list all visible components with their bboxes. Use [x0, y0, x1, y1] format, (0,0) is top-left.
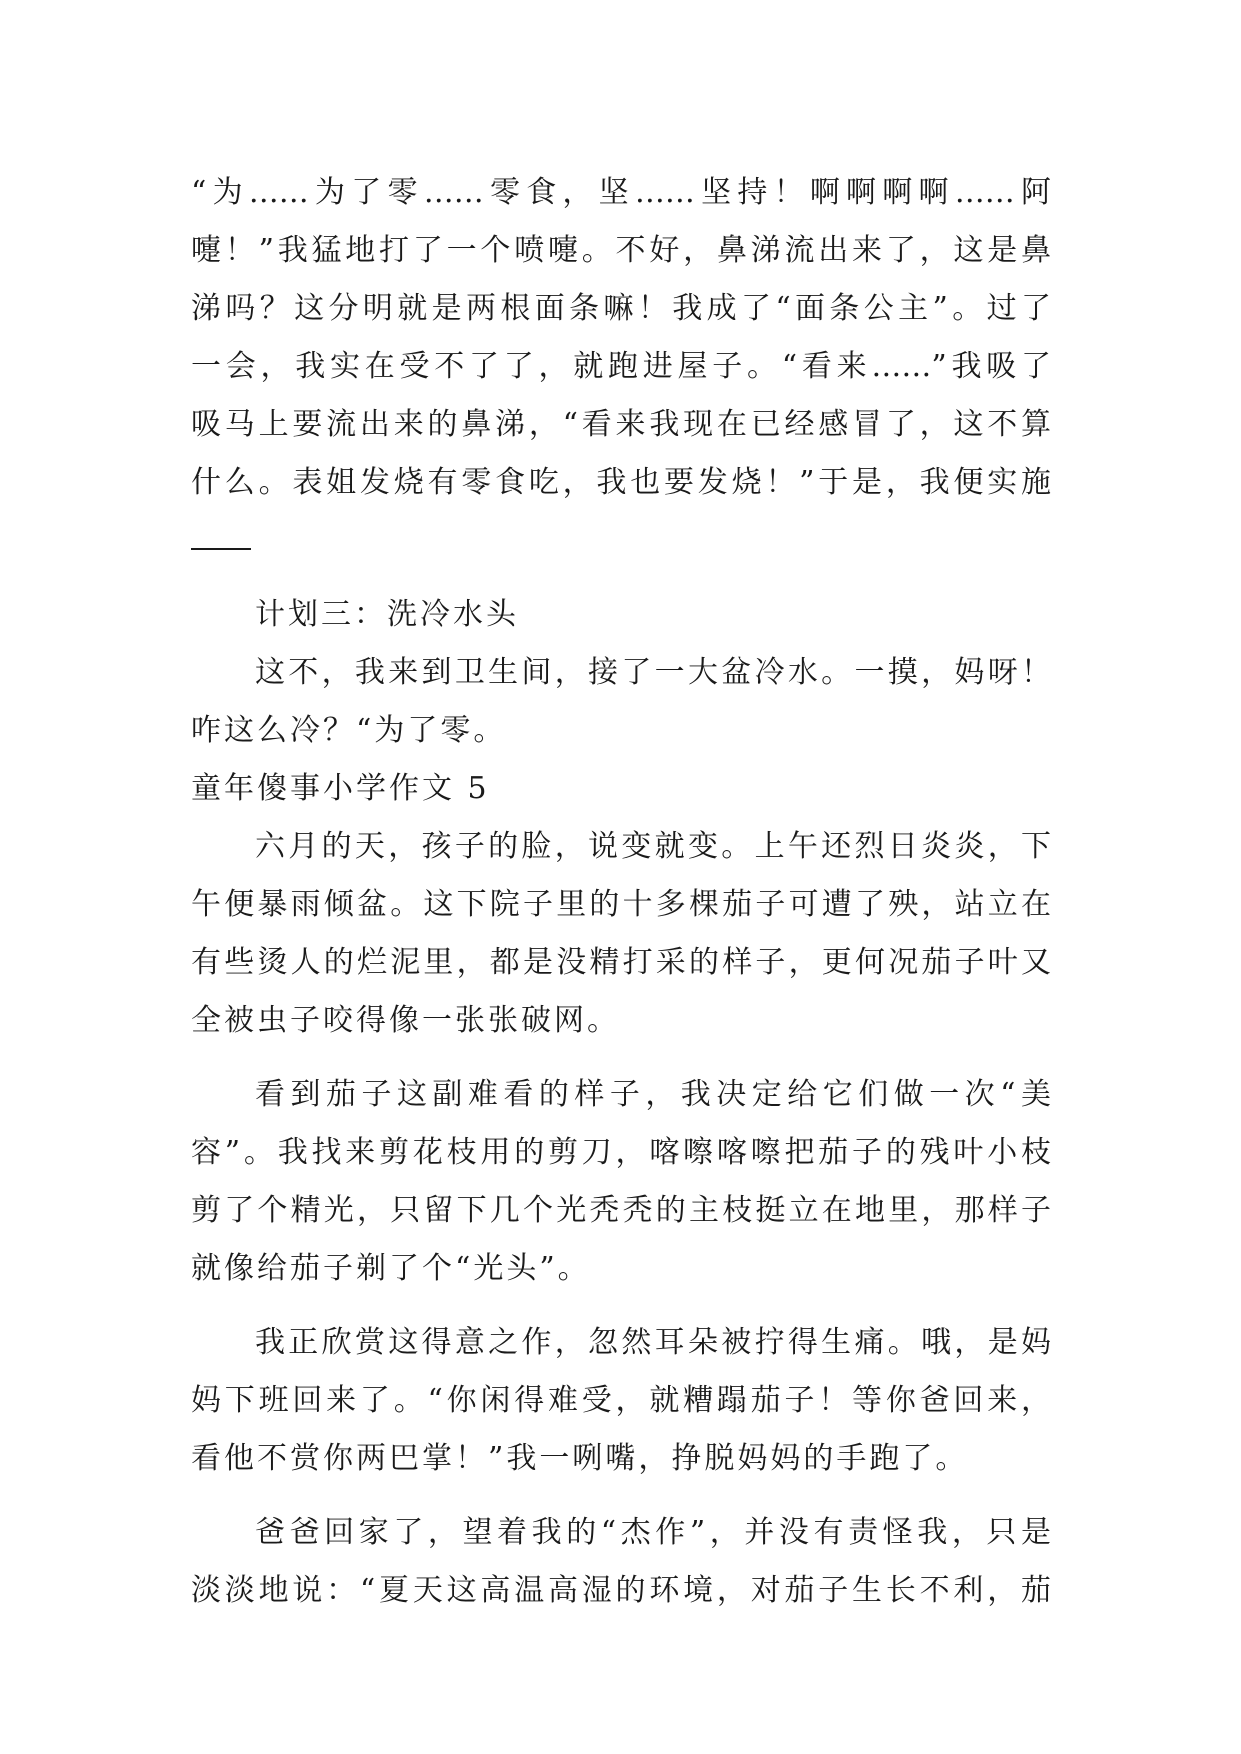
text-line: 吸马上要流出来的鼻涕，“看来我现在已经感冒了，这不算 — [191, 407, 1051, 442]
paragraph-6 — [191, 1504, 1051, 1620]
text-line: 这不，我来到卫生间，接了一大盆冷水。一摸，妈呀！ — [255, 655, 1051, 690]
text-line: 有些烫人的烂泥里，都是没精打采的样子，更何况茄子叶又 — [191, 945, 1051, 980]
em-dash-line — [191, 512, 1051, 570]
text-line: 什么。表姐发烧有零食吃，我也要发烧！”于是，我便实施 — [191, 465, 1051, 500]
text-line: 剪了个精光，只留下几个光秃秃的主枝挺立在地里，那样子 — [191, 1193, 1051, 1228]
paragraph-1 — [191, 164, 1051, 570]
text-line: 妈下班回来了。“你闲得难受，就糟蹋茄子！等你爸回来， — [191, 1383, 1051, 1418]
em-dash — [191, 548, 251, 550]
text-line: 看他不赏你两巴掌！”我一咧嘴，挣脱妈妈的手跑了。 — [191, 1441, 969, 1476]
text-line: 看到茄子这副难看的样子，我决定给它们做一次“美 — [255, 1077, 1051, 1112]
text-line: 淡淡地说：“夏天这高温高湿的环境，对茄子生长不利，茄 — [191, 1573, 1051, 1608]
text-line: 爸爸回家了，望着我的“杰作”，并没有责怪我，只是 — [255, 1515, 1051, 1550]
text-line: 就像给茄子剃了个“光头”。 — [191, 1251, 591, 1286]
essay-title: 童年傻事小学作文 5 — [191, 771, 490, 806]
text-line: “为……为了零……零食，坚……坚持！啊啊啊啊……阿 — [191, 175, 1051, 210]
text-line: 容”。我找来剪花枝用的剪刀，喀嚓喀嚓把茄子的残叶小枝 — [191, 1135, 1051, 1170]
text-line: 午便暴雨倾盆。这下院子里的十多棵茄子可遭了殃，站立在 — [191, 887, 1051, 922]
paragraph-4 — [191, 1066, 1051, 1298]
paragraph-5 — [191, 1314, 1051, 1488]
paragraph-2 — [191, 644, 1051, 760]
plan-three-heading: 计划三：洗冷水头 — [255, 597, 519, 632]
text-line: 全被虫子咬得像一张张破网。 — [191, 1003, 620, 1038]
document-body — [191, 164, 1051, 1620]
text-line: 咋这么冷？“为了零。 — [191, 713, 507, 748]
text-line: 我正欣赏这得意之作，忽然耳朵被拧得生痛。哦，是妈 — [255, 1325, 1051, 1360]
text-line: 涕吗？这分明就是两根面条嘛！我成了“面条公主”。过了 — [191, 291, 1051, 326]
text-line: 六月的天，孩子的脸，说变就变。上午还烈日炎炎，下 — [255, 829, 1051, 864]
text-line: 一会，我实在受不了了，就跑进屋子。“看来……”我吸了 — [191, 349, 1051, 384]
paragraph-3 — [191, 818, 1051, 1050]
text-line: 嚏！”我猛地打了一个喷嚏。不好，鼻涕流出来了，这是鼻 — [191, 233, 1051, 268]
